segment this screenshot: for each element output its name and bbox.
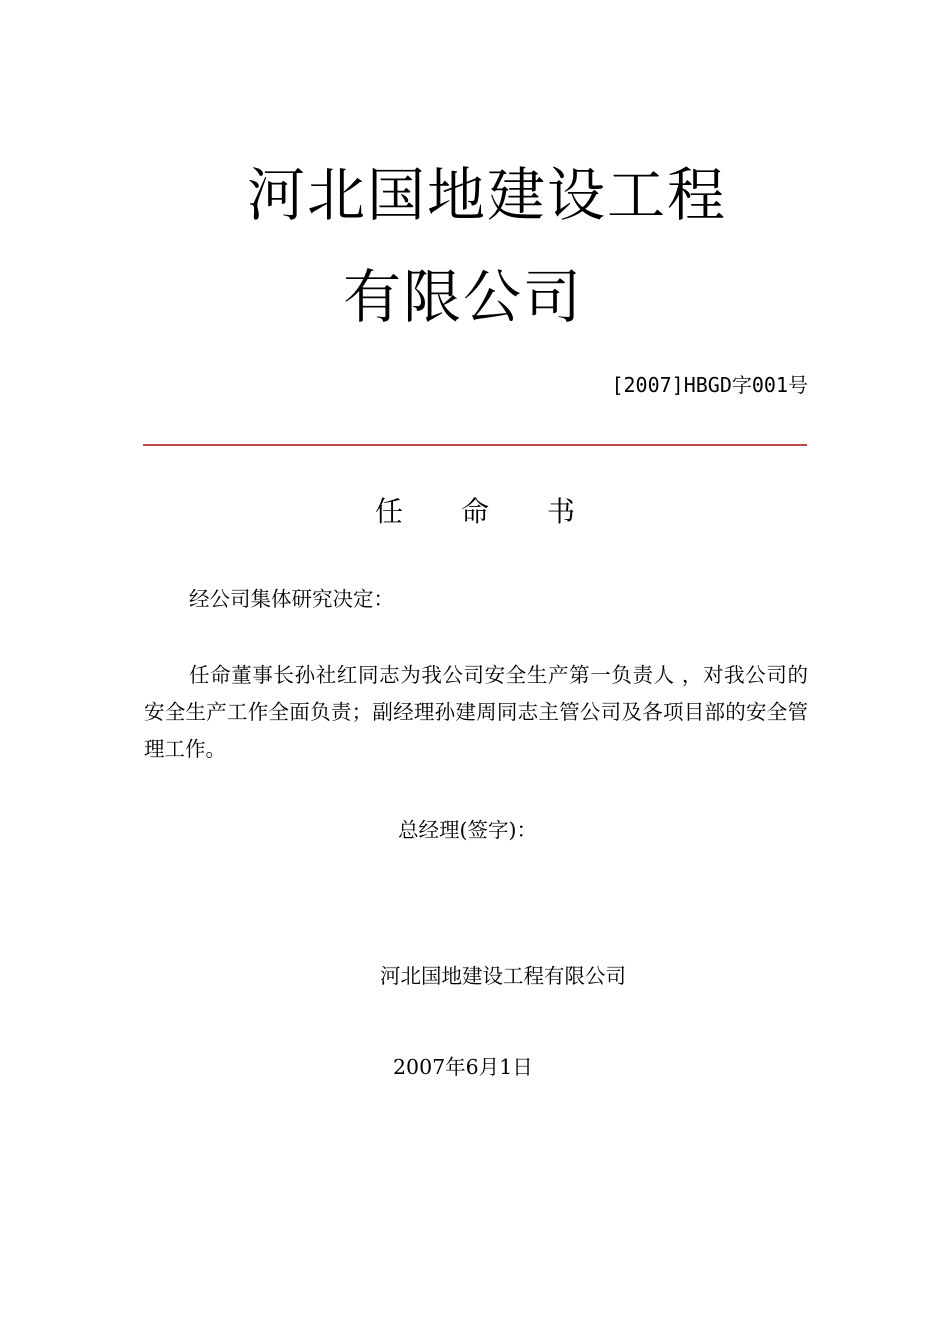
appointment-paragraph: 任命董事长孙社红同志为我公司安全生产第一负责人 ，对我公司的安全生产工作全面负责；副经理孙建周同志主管公司及各项目部的安全管理工作。 — [144, 663, 808, 761]
title-line-1: 河北国地建设工程 — [246, 161, 727, 229]
document-number: [2007]HBGD字001号 — [611, 373, 808, 397]
document-date: 2007年6月1日 — [393, 1055, 533, 1079]
company-name: 河北国地建设工程有限公司 — [380, 964, 626, 988]
title-line-2: 有限公司 — [342, 263, 583, 331]
document-heading: 任命书 — [374, 495, 633, 528]
intro-text: 经公司集体研究决定： — [189, 587, 394, 611]
signature-label: 总经理(签字)： — [398, 818, 537, 842]
header-divider — [143, 444, 807, 446]
